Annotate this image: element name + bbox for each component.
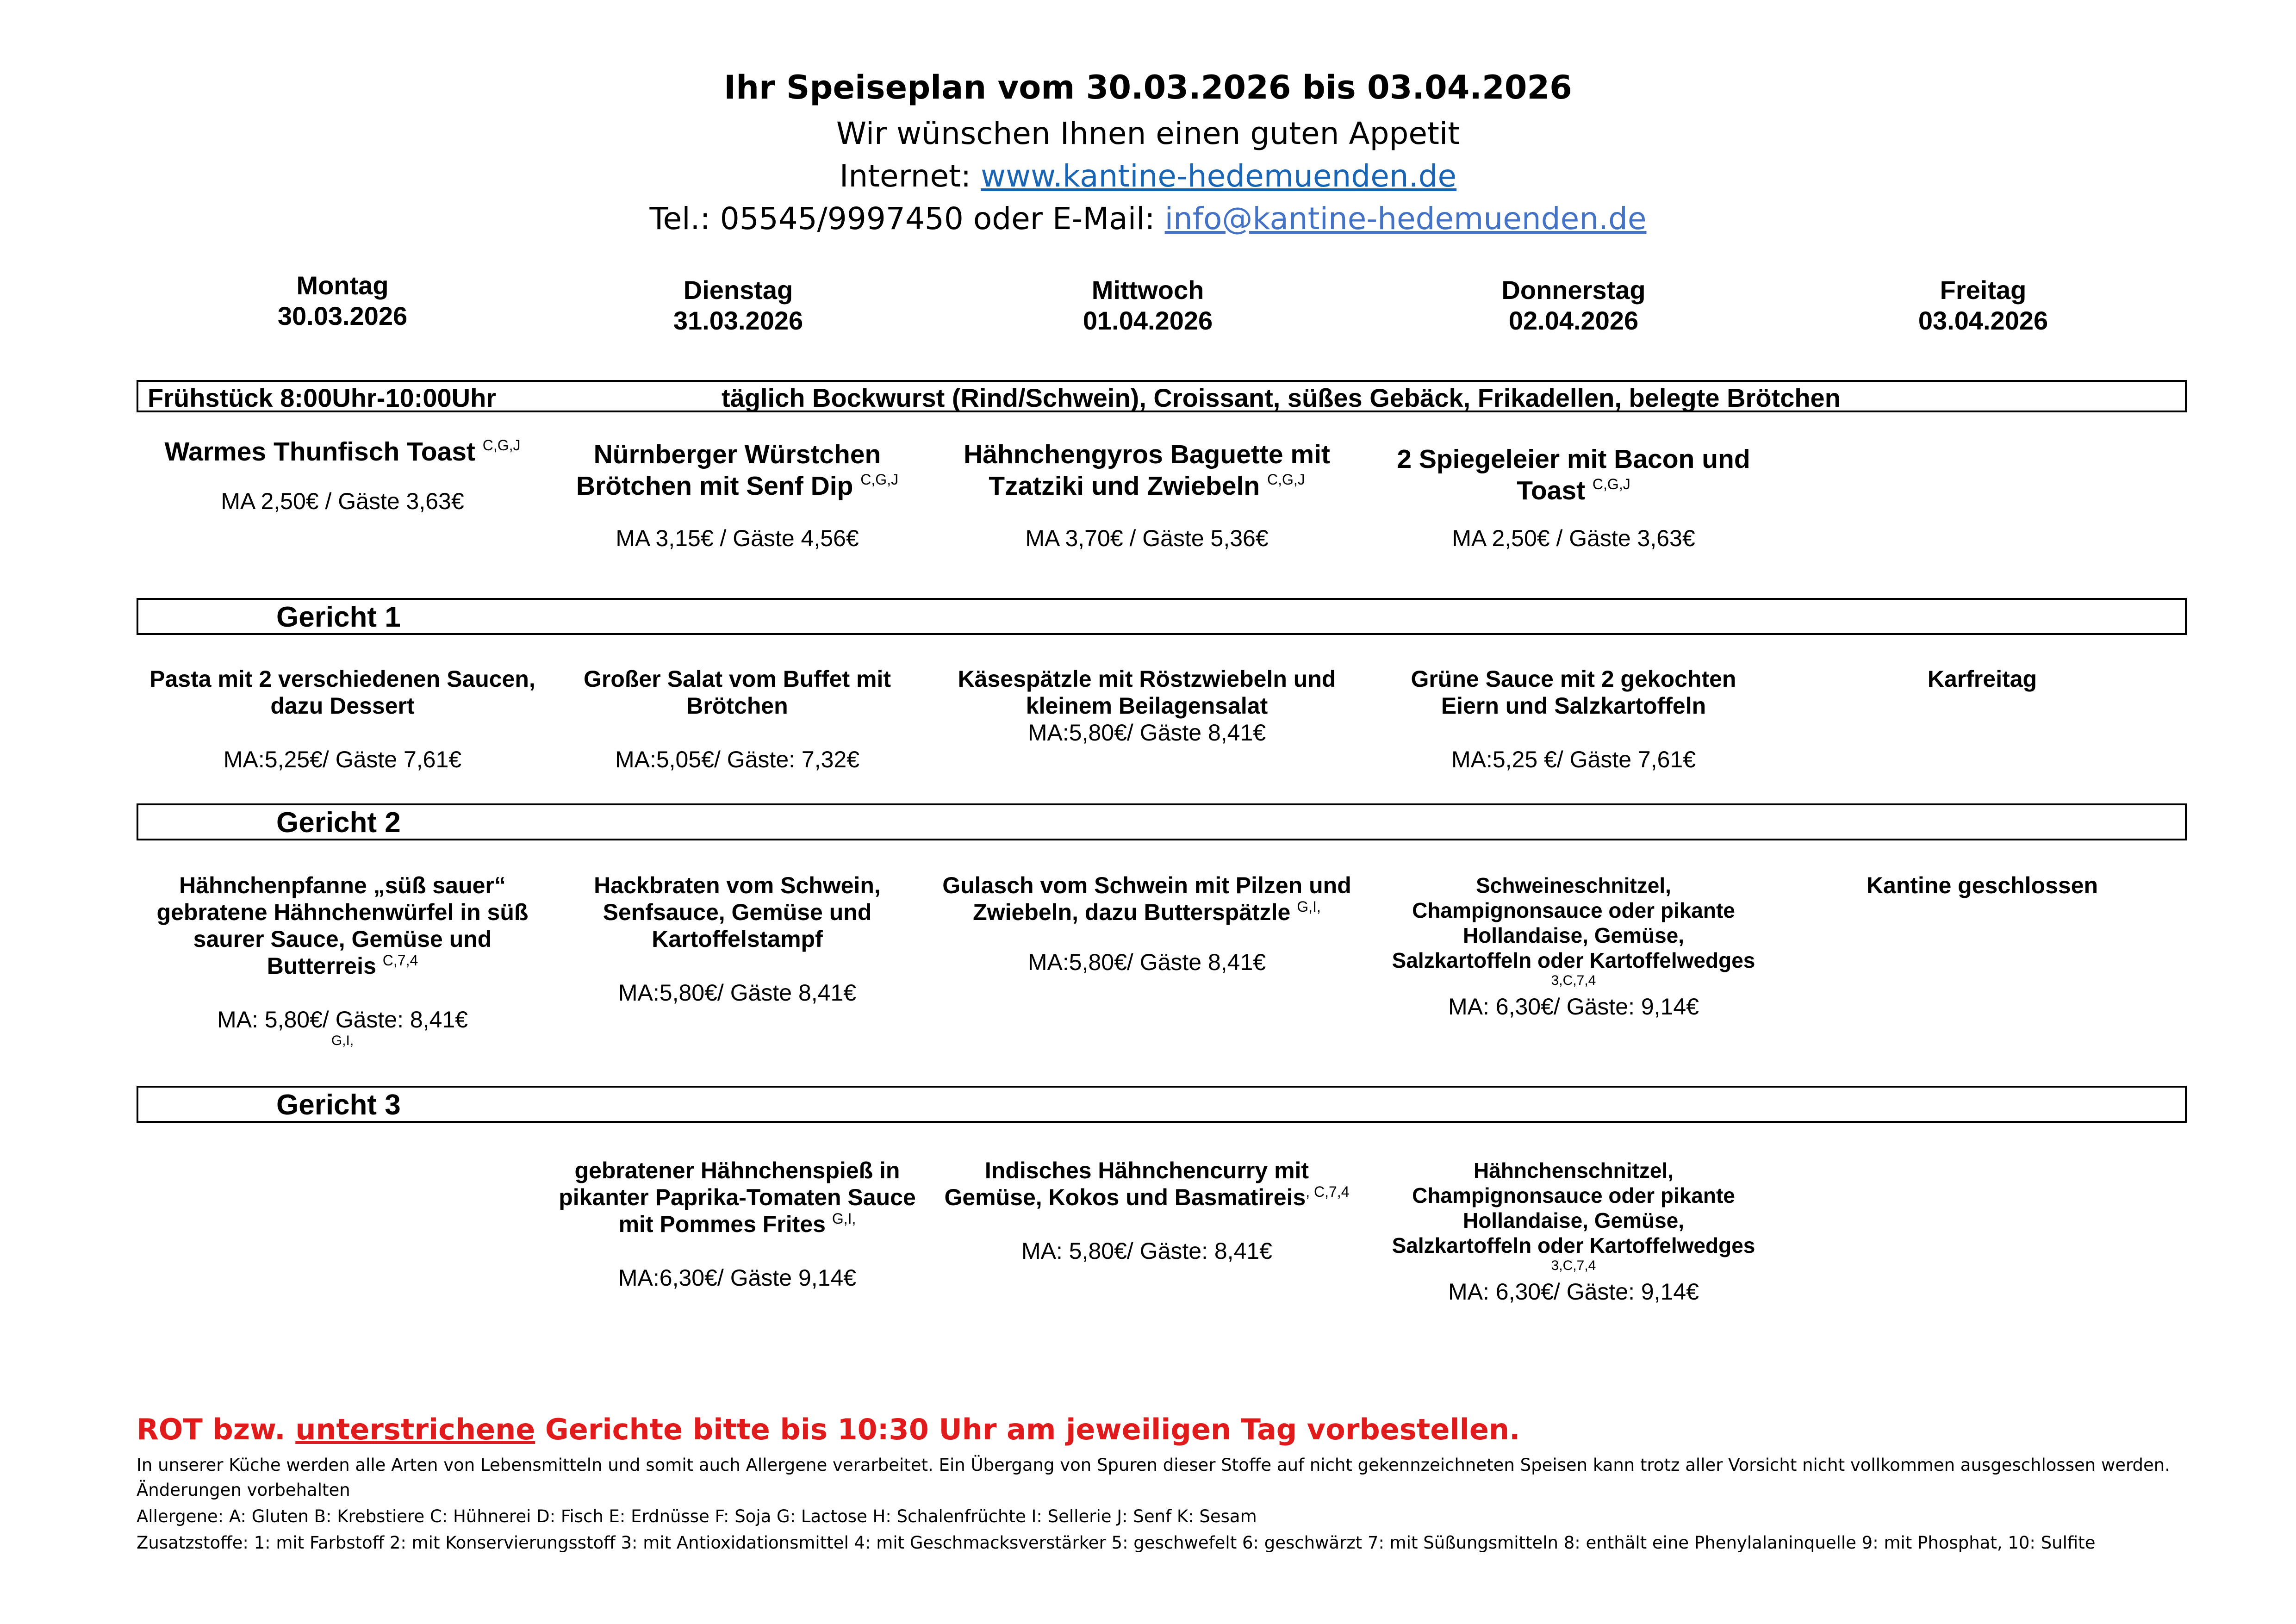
allergen-codes: C,7,4 [382,952,418,969]
dish-line: Hollandaise, Gemüse, [1462,1208,1685,1232]
allergen-codes: C,G,J [1592,476,1630,492]
day-name: Montag [296,271,389,300]
dish-line: Gemüse, Kokos und Basmatireis [944,1184,1306,1210]
dish-line: Toast [1517,476,1586,505]
breakfast-special-wednesday [941,439,1353,552]
price: MA:5,80€/ Gäste 8,41€ [1027,949,1266,975]
dish-line: Hähnchenpfanne „süß sauer“ [179,872,506,898]
contact-label: Tel.: 05545/9997450 oder E-Mail: [649,201,1165,236]
allergen-codes: C,G,J [1267,471,1305,488]
price: MA:5,25€/ Gäste 7,61€ [223,747,462,772]
gericht3-thursday [1368,1158,1780,1305]
dish-line: Hähnchenschnitzel, [1474,1158,1674,1182]
dish-line: Käsespätzle mit Röstzwiebeln und [958,666,1336,692]
dish-line: Senfsauce, Gemüse und [603,899,872,925]
gericht2-wednesday [941,872,1353,976]
dish-line: Zwiebeln, dazu Butterspätzle [973,899,1291,925]
breakfast-label: Frühstück 8:00Uhr-10:00Uhr [148,383,497,412]
price: MA:5,80€/ Gäste 8,41€ [618,980,857,1006]
section-bar-gericht-2 [137,803,2187,840]
dish-line: Schweineschnitzel, [1476,873,1671,897]
breakfast-special-tuesday [531,439,943,552]
internet-line [0,158,2296,194]
allergen-disclaimer: In unserer Küche werden alle Arten von Lebensmitteln und somit auch Allergene verarbeitet. Ein Übergang von Spuren dieser Stoffe auf nicht gekennzeichneten Speisen kann trotz aller Vorsicht nicht vollkommen ausgeschlossen werden. [137,1455,2171,1475]
allergen-legend: Allergene: A: Gluten B: Krebstiere C: Hühnerei D: Fisch E: Erdnüsse F: Soja G: Lactose H: Schalenfrüchte I: Sellerie J: Senf K: Sesam [137,1506,1257,1526]
dish-line: Brötchen mit Senf Dip [576,471,853,501]
day-date: 02.04.2026 [1508,306,1639,335]
dish-line: gebratener Hähnchenspieß in [574,1157,900,1183]
price: MA 2,50€ / Gäste 3,63€ [221,488,464,514]
allergen-codes: , C,7,4 [1306,1183,1350,1200]
price: MA 3,70€ / Gäste 5,36€ [1025,525,1269,551]
breakfast-bar [137,380,2187,412]
day-header-tuesday [576,275,900,336]
allergen-codes: C,G,J [482,437,521,454]
dish-line: Grüne Sauce mit 2 gekochten [1411,666,1736,692]
gericht3-tuesday [531,1157,943,1291]
day-date: 30.03.2026 [277,301,408,330]
email-link[interactable]: info@kantine-hedemuenden.de [1164,201,1647,236]
dish-line: pikanter Paprika-Tomaten Sauce [559,1184,916,1210]
gericht2-monday [137,872,548,1049]
preorder-notice [137,1412,1520,1446]
price: MA: 5,80€/ Gäste: 8,41€ [217,1007,468,1033]
price: MA:5,05€/ Gäste: 7,32€ [615,747,860,772]
day-header-monday [180,270,504,331]
price: MA 3,15€ / Gäste 4,56€ [616,525,859,551]
price: MA: 6,30€/ Gäste: 9,14€ [1448,1279,1699,1305]
day-name: Mittwoch [1091,275,1204,305]
section-bar-gericht-3 [137,1086,2187,1123]
breakfast-special-thursday [1368,443,1780,552]
dish-line: 2 Spiegeleier mit Bacon und [1397,444,1750,474]
dish-line: Champignonsauce oder pikante [1412,1183,1735,1207]
allergen-codes: 3,C,7,4 [1551,973,1596,988]
gericht1-monday [137,666,548,773]
day-date: 03.04.2026 [1918,306,2048,335]
greeting: Wir wünschen Ihnen einen guten Appetit [836,116,1460,151]
gericht2-thursday [1368,873,1780,1020]
day-header-friday [1821,275,2145,336]
dish-line: dazu Dessert [270,693,415,719]
allergen-codes: 3,C,7,4 [1551,1258,1596,1273]
dish-line: saurer Sauce, Gemüse und [193,926,492,952]
notice-underlined: unterstrichene [295,1412,535,1446]
dish-line: Gulasch vom Schwein mit Pilzen und [942,872,1351,898]
dish-line: Hähnchengyros Baguette mit [964,440,1330,469]
day-header-wednesday [986,275,1310,336]
dish-line: Hollandaise, Gemüse, [1462,923,1685,947]
allergen-codes: G,I, [832,1210,856,1227]
allergen-codes: G,I, [1297,898,1321,915]
dish-line: Großer Salat vom Buffet mit [584,666,891,692]
price: MA: 6,30€/ Gäste: 9,14€ [1448,994,1699,1020]
day-header-thursday [1412,275,1736,336]
section-label: Gericht 2 [276,807,401,839]
section-label: Gericht 1 [276,601,401,633]
gericht2-friday [1776,872,2188,899]
day-date: 31.03.2026 [673,306,803,335]
additives-legend: Zusatzstoffe: 1: mit Farbstoff 2: mit Konservierungsstoff 3: mit Antioxidationsmittel 4: mit Geschmacksverstärker 5: geschwefelt 6: geschwärzt 7: mit Süßungsmitteln 8: enthält eine Phenylalaninquelle 9: mit Phosphat, 10: Sulfite [137,1533,2096,1553]
holiday-note: Karfreitag [1927,666,2037,692]
breakfast-special-monday [137,436,548,515]
notice-part2: Gerichte bitte bis 10:30 Uhr am jeweiligen Tag vorbestellen. [535,1412,1520,1446]
dish-line: Salzkartoffeln oder Kartoffelwedges [1392,1233,1755,1257]
allergen-codes: C,G,J [860,471,899,488]
dish-line: Kartoffelstampf [652,926,823,952]
dish-line: gebratene Hähnchenwürfel in süß [156,899,529,925]
changes-note: Änderungen vorbehalten [137,1480,350,1500]
day-name: Freitag [1940,275,2027,305]
day-date: 01.04.2026 [1083,306,1213,335]
price: MA:6,30€/ Gäste 9,14€ [618,1265,857,1291]
price: MA:5,80€/ Gäste 8,41€ [1027,720,1266,746]
dish-line: Butterreis [267,953,376,979]
dish-line: Nürnberger Würstchen [593,440,881,469]
dish-line: Hackbraten vom Schwein, [594,872,881,898]
allergen-note: G,I, [331,1033,354,1048]
dish-line: Eiern und Salzkartoffeln [1441,693,1706,719]
day-name: Dienstag [683,275,793,305]
contact-line [0,201,2296,236]
page-title: Ihr Speiseplan vom 30.03.2026 bis 03.04.2026 [724,68,1572,106]
section-bar-gericht-1 [137,598,2187,635]
price: MA:5,25 €/ Gäste 7,61€ [1451,747,1696,772]
section-label: Gericht 3 [276,1089,401,1121]
dish-line: Tzatziki und Zwiebeln [989,471,1260,501]
gericht1-wednesday [941,666,1353,746]
day-name: Donnerstag [1501,275,1646,305]
dish-line: Salzkartoffeln oder Kartoffelwedges [1392,948,1755,972]
dish-line: kleinem Beilagensalat [1026,693,1268,719]
dish-line: Champignonsauce oder pikante [1412,898,1735,922]
dish-line: Brötchen [686,693,788,719]
dish-line: mit Pommes Frites [618,1211,826,1237]
dish-name: Warmes Thunfisch Toast [164,437,475,467]
gericht1-friday [1776,666,2188,692]
gericht1-tuesday [531,666,943,773]
breakfast-text: täglich Bockwurst (Rind/Schwein), Croissant, süßes Gebäck, Frikadellen, belegte Brötchen [722,383,1841,412]
closed-note: Kantine geschlossen [1866,872,2098,898]
website-link[interactable]: www.kantine-hedemuenden.de [981,158,1457,194]
gericht1-thursday [1368,666,1780,773]
price: MA 2,50€ / Gäste 3,63€ [1452,525,1695,551]
internet-label: Internet: [839,158,981,194]
dish-line: Indisches Hähnchencurry mit [984,1157,1309,1183]
price: MA: 5,80€/ Gäste: 8,41€ [1021,1238,1272,1264]
gericht3-wednesday [941,1157,1353,1264]
dish-line: Pasta mit 2 verschiedenen Saucen, [149,666,535,692]
notice-part1: ROT bzw. [137,1412,296,1446]
gericht2-tuesday [531,872,943,1006]
